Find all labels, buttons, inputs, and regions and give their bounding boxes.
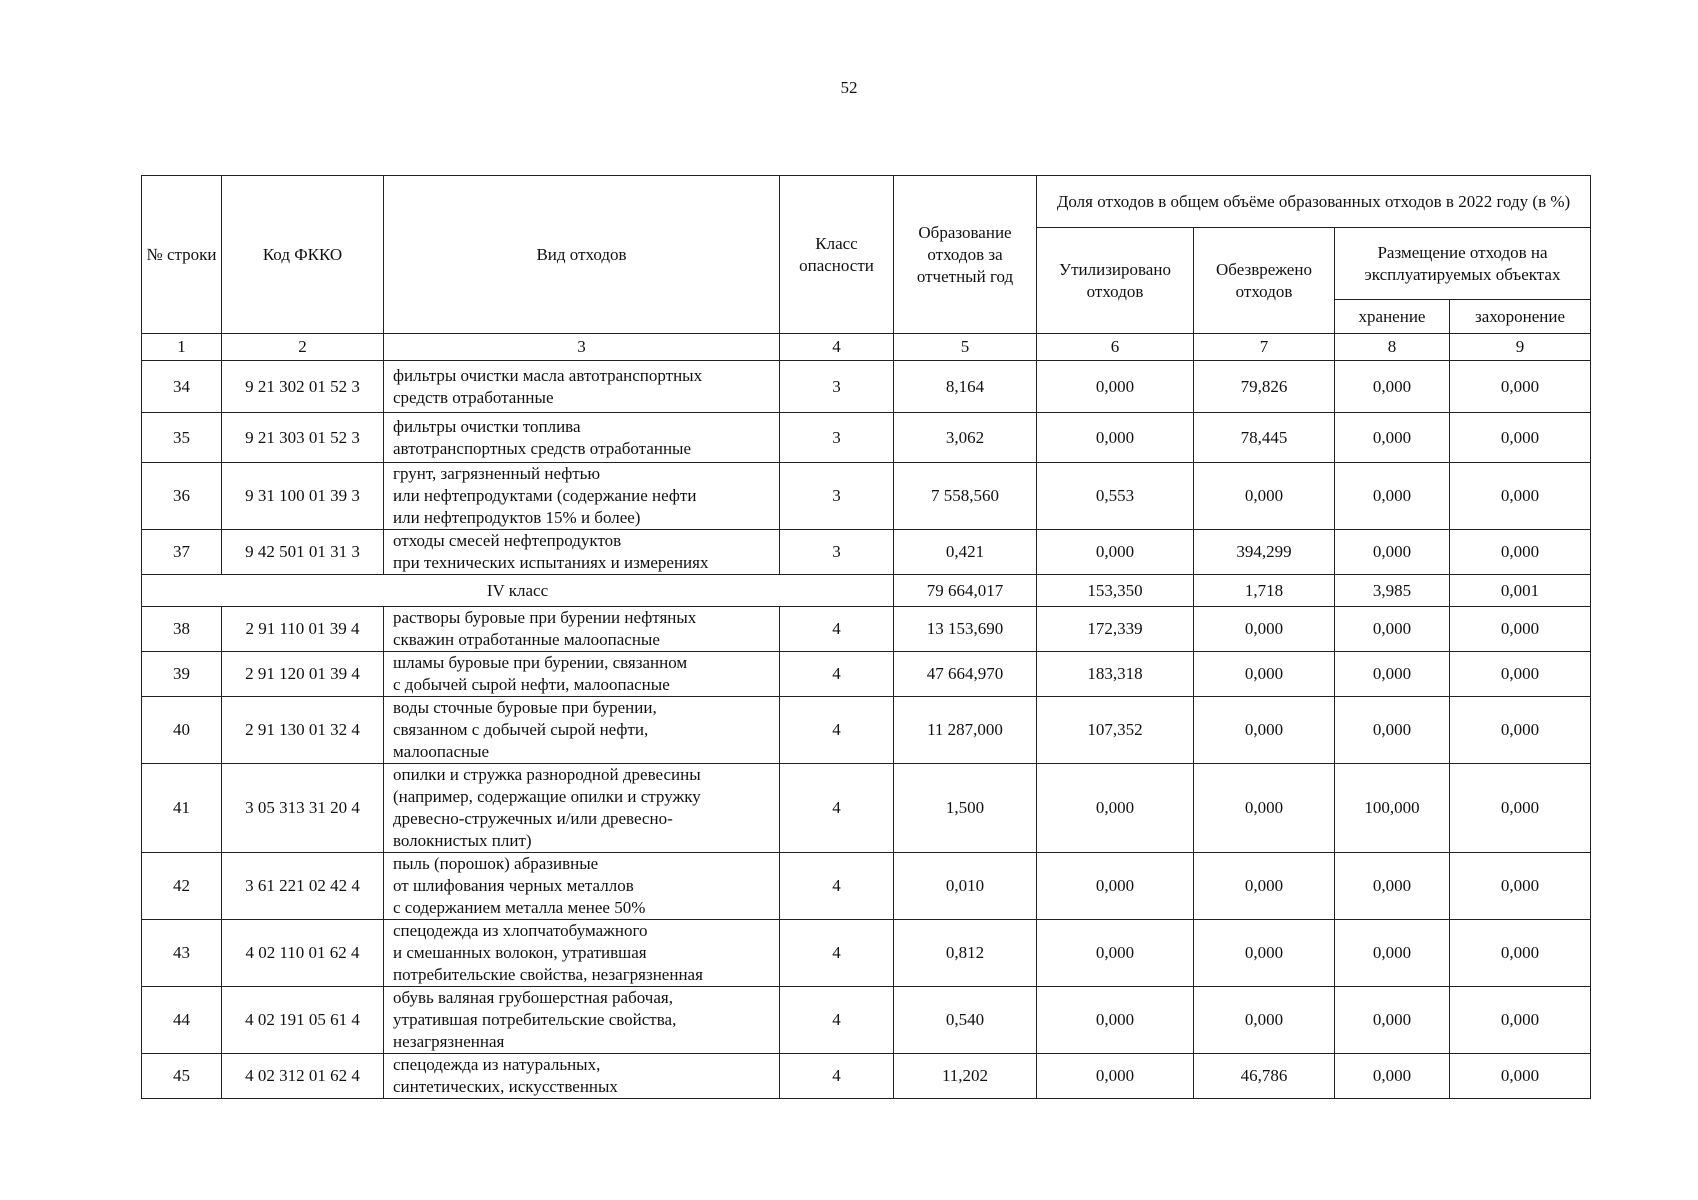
storage-cell: 0,000 [1335,463,1450,530]
storage-cell: 0,000 [1335,413,1450,463]
header-waste-type: Вид отходов [384,176,780,334]
storage-cell: 0,000 [1335,530,1450,575]
waste-table [141,175,1591,1099]
row-number-cell: 44 [142,987,222,1054]
waste-name-line: древесно-стружечных и/или древесно- [393,809,673,828]
utilized-cell: 0,000 [1037,530,1194,575]
hazard-class-cell: 3 [780,361,894,413]
column-number: 4 [780,334,894,361]
neutralized-cell: 0,000 [1194,607,1335,652]
table-header [142,176,1591,361]
waste-name-line: (например, содержащие опилки и стружку [393,787,701,806]
fkko-code-cell: 9 21 303 01 52 3 [222,413,384,463]
burial-cell: 0,000 [1450,361,1591,413]
fkko-code-cell: 4 02 312 01 62 4 [222,1054,384,1099]
column-number: 1 [142,334,222,361]
formed-cell: 0,812 [894,920,1037,987]
waste-name-cell [384,361,780,413]
burial-cell: 0,000 [1450,1054,1591,1099]
waste-name-cell [384,607,780,652]
formed-cell: 0,540 [894,987,1037,1054]
waste-name-line: фильтры очистки масла автотранспортных [393,365,703,385]
utilized-cell: 172,339 [1037,607,1194,652]
utilized-cell: 183,318 [1037,652,1194,697]
waste-name-line: средств отработанные [393,387,554,407]
burial-cell: 0,000 [1450,530,1591,575]
neutralized-cell: 1,718 [1194,575,1335,607]
header-share-group: Доля отходов в общем объёме образованных отходов в 2022 году (в %) [1037,176,1591,228]
utilized-cell: 0,000 [1037,764,1194,853]
burial-cell: 0,000 [1450,987,1591,1054]
waste-name-cell [384,853,780,920]
neutralized-cell: 0,000 [1194,463,1335,530]
fkko-code-cell: 9 21 302 01 52 3 [222,361,384,413]
utilized-cell: 107,352 [1037,697,1194,764]
waste-name-line: с добычей сырой нефти, малоопасные [393,675,670,694]
formed-cell: 0,421 [894,530,1037,575]
waste-name-line: отходы смесей нефтепродуктов [393,531,622,550]
waste-name-cell [384,697,780,764]
waste-name-line: спецодежда из натуральных, [393,1055,601,1074]
column-number: 8 [1335,334,1450,361]
storage-cell: 0,000 [1335,652,1450,697]
storage-cell: 0,000 [1335,361,1450,413]
utilized-cell: 0,000 [1037,920,1194,987]
utilized-cell: 153,350 [1037,575,1194,607]
formed-cell: 11,202 [894,1054,1037,1099]
fkko-code-cell: 2 91 120 01 39 4 [222,652,384,697]
waste-name-line: грунт, загрязненный нефтью [393,464,601,483]
burial-cell: 0,000 [1450,652,1591,697]
storage-cell: 0,000 [1335,987,1450,1054]
burial-cell: 0,001 [1450,575,1591,607]
table-row [142,853,1591,920]
row-number-cell: 42 [142,853,222,920]
hazard-class-cell: 4 [780,920,894,987]
page-number: 52 [840,78,858,97]
table-row [142,697,1591,764]
hazard-class-cell: 4 [780,697,894,764]
waste-name-line: от шлифования черных металлов [393,876,634,895]
table-row [142,920,1591,987]
waste-name-line: или нефтепродуктов 15% и более) [393,508,641,527]
hazard-class-cell: 4 [780,987,894,1054]
row-number-cell: 43 [142,920,222,987]
waste-name-line: опилки и стружка разнородной древесины [393,765,701,784]
fkko-code-cell: 9 42 501 01 31 3 [222,530,384,575]
storage-cell: 0,000 [1335,853,1450,920]
utilized-cell: 0,000 [1037,413,1194,463]
utilized-cell: 0,000 [1037,853,1194,920]
waste-name-line: обувь валяная грубошерстная рабочая, [393,988,673,1007]
waste-name-line: и смешанных волокон, утратившая [393,943,647,962]
row-number-cell: 38 [142,607,222,652]
waste-name-cell [384,530,780,575]
burial-cell: 0,000 [1450,463,1591,530]
header-formation: Образование отходов за отчетный год [894,176,1037,334]
formed-cell: 8,164 [894,361,1037,413]
waste-name-line: скважин отработанные малоопасные [393,630,660,649]
storage-cell: 100,000 [1335,764,1450,853]
burial-cell: 0,000 [1450,764,1591,853]
header-hazard-class: Класс опасности [780,176,894,334]
class-subtotal-row [142,575,1591,607]
header-storage: хранение [1335,300,1450,334]
row-number-cell: 40 [142,697,222,764]
waste-name-line: спецодежда из хлопчатобумажного [393,921,648,940]
neutralized-cell: 46,786 [1194,1054,1335,1099]
burial-cell: 0,000 [1450,920,1591,987]
header-neutralized: Обезврежено отходов [1194,228,1335,334]
hazard-class-cell: 4 [780,652,894,697]
hazard-class-cell: 3 [780,413,894,463]
utilized-cell: 0,000 [1037,987,1194,1054]
formed-cell: 7 558,560 [894,463,1037,530]
neutralized-cell: 394,299 [1194,530,1335,575]
fkko-code-cell: 3 05 313 31 20 4 [222,764,384,853]
fkko-code-cell: 4 02 110 01 62 4 [222,920,384,987]
waste-name-cell [384,987,780,1054]
waste-name-line: фильтры очистки топлива [393,416,581,436]
waste-name-line: связанном с добычей сырой нефти, [393,720,649,739]
header-column-numbers [142,334,1591,361]
fkko-code-cell: 2 91 130 01 32 4 [222,697,384,764]
formed-cell: 79 664,017 [894,575,1037,607]
waste-name-line: потребительские свойства, незагрязненная [393,965,703,984]
formed-cell: 1,500 [894,764,1037,853]
utilized-cell: 0,553 [1037,463,1194,530]
column-number: 6 [1037,334,1194,361]
hazard-class-cell: 4 [780,607,894,652]
utilized-cell: 0,000 [1037,361,1194,413]
storage-cell: 0,000 [1335,697,1450,764]
waste-name-line: волокнистых плит) [393,831,532,850]
waste-name-cell [384,920,780,987]
hazard-class-cell: 4 [780,764,894,853]
header-utilized: Утилизировано отходов [1037,228,1194,334]
neutralized-cell: 79,826 [1194,361,1335,413]
column-number: 7 [1194,334,1335,361]
header-burial: захоронение [1450,300,1591,334]
burial-cell: 0,000 [1450,853,1591,920]
neutralized-cell: 0,000 [1194,764,1335,853]
neutralized-cell: 78,445 [1194,413,1335,463]
formed-cell: 13 153,690 [894,607,1037,652]
waste-name-cell [384,413,780,463]
header-row-number: № строки [142,176,222,334]
row-number-cell: 39 [142,652,222,697]
table-row [142,987,1591,1054]
waste-name-line: растворы буровые при бурении нефтяных [393,608,697,627]
formed-cell: 0,010 [894,853,1037,920]
utilized-cell: 0,000 [1037,1054,1194,1099]
waste-name-line: пыль (порошок) абразивные [393,854,599,873]
burial-cell: 0,000 [1450,607,1591,652]
table-row [142,463,1591,530]
waste-name-line: малоопасные [393,742,490,761]
table-row [142,1054,1591,1099]
waste-name-line: незагрязненная [393,1032,505,1051]
formed-cell: 3,062 [894,413,1037,463]
row-number-cell: 37 [142,530,222,575]
waste-name-line: при технических испытаниях и измерениях [393,553,709,572]
column-number: 9 [1450,334,1591,361]
neutralized-cell: 0,000 [1194,920,1335,987]
formed-cell: 47 664,970 [894,652,1037,697]
waste-name-line: синтетических, искусственных [393,1077,618,1096]
header-placement-group: Размещение отходов на эксплуатируемых объектах [1335,228,1591,300]
waste-name-line: воды сточные буровые при бурении, [393,698,657,717]
waste-name-cell [384,764,780,853]
hazard-class-cell: 4 [780,853,894,920]
waste-name-cell [384,652,780,697]
row-number-cell: 36 [142,463,222,530]
waste-name-cell [384,463,780,530]
column-number: 3 [384,334,780,361]
burial-cell: 0,000 [1450,413,1591,463]
waste-name-line: автотранспортных средств отработанные [393,438,692,458]
storage-cell: 0,000 [1335,920,1450,987]
hazard-class-cell: 3 [780,463,894,530]
neutralized-cell: 0,000 [1194,652,1335,697]
table-row [142,361,1591,413]
header-fkko-code: Код ФККО [222,176,384,334]
waste-name-line: или нефтепродуктами (содержание нефти [393,486,697,505]
row-number-cell: 34 [142,361,222,413]
formed-cell: 11 287,000 [894,697,1037,764]
table-row [142,764,1591,853]
waste-name-line: с содержанием металла менее 50% [393,898,646,917]
storage-cell: 3,985 [1335,575,1450,607]
waste-name-cell [384,1054,780,1099]
table-body [142,361,1591,1099]
class-label: IV класс [142,575,894,607]
row-number-cell: 41 [142,764,222,853]
waste-name-line: утратившая потребительские свойства, [393,1010,677,1029]
row-number-cell: 45 [142,1054,222,1099]
fkko-code-cell: 3 61 221 02 42 4 [222,853,384,920]
column-number: 2 [222,334,384,361]
table-row [142,607,1591,652]
table-row [142,530,1591,575]
fkko-code-cell: 4 02 191 05 61 4 [222,987,384,1054]
table-row [142,652,1591,697]
neutralized-cell: 0,000 [1194,697,1335,764]
hazard-class-cell: 4 [780,1054,894,1099]
waste-name-line: шламы буровые при бурении, связанном [393,653,688,672]
neutralized-cell: 0,000 [1194,853,1335,920]
row-number-cell: 35 [142,413,222,463]
storage-cell: 0,000 [1335,1054,1450,1099]
fkko-code-cell: 9 31 100 01 39 3 [222,463,384,530]
storage-cell: 0,000 [1335,607,1450,652]
neutralized-cell: 0,000 [1194,987,1335,1054]
burial-cell: 0,000 [1450,697,1591,764]
table-row [142,413,1591,463]
fkko-code-cell: 2 91 110 01 39 4 [222,607,384,652]
hazard-class-cell: 3 [780,530,894,575]
column-number: 5 [894,334,1037,361]
